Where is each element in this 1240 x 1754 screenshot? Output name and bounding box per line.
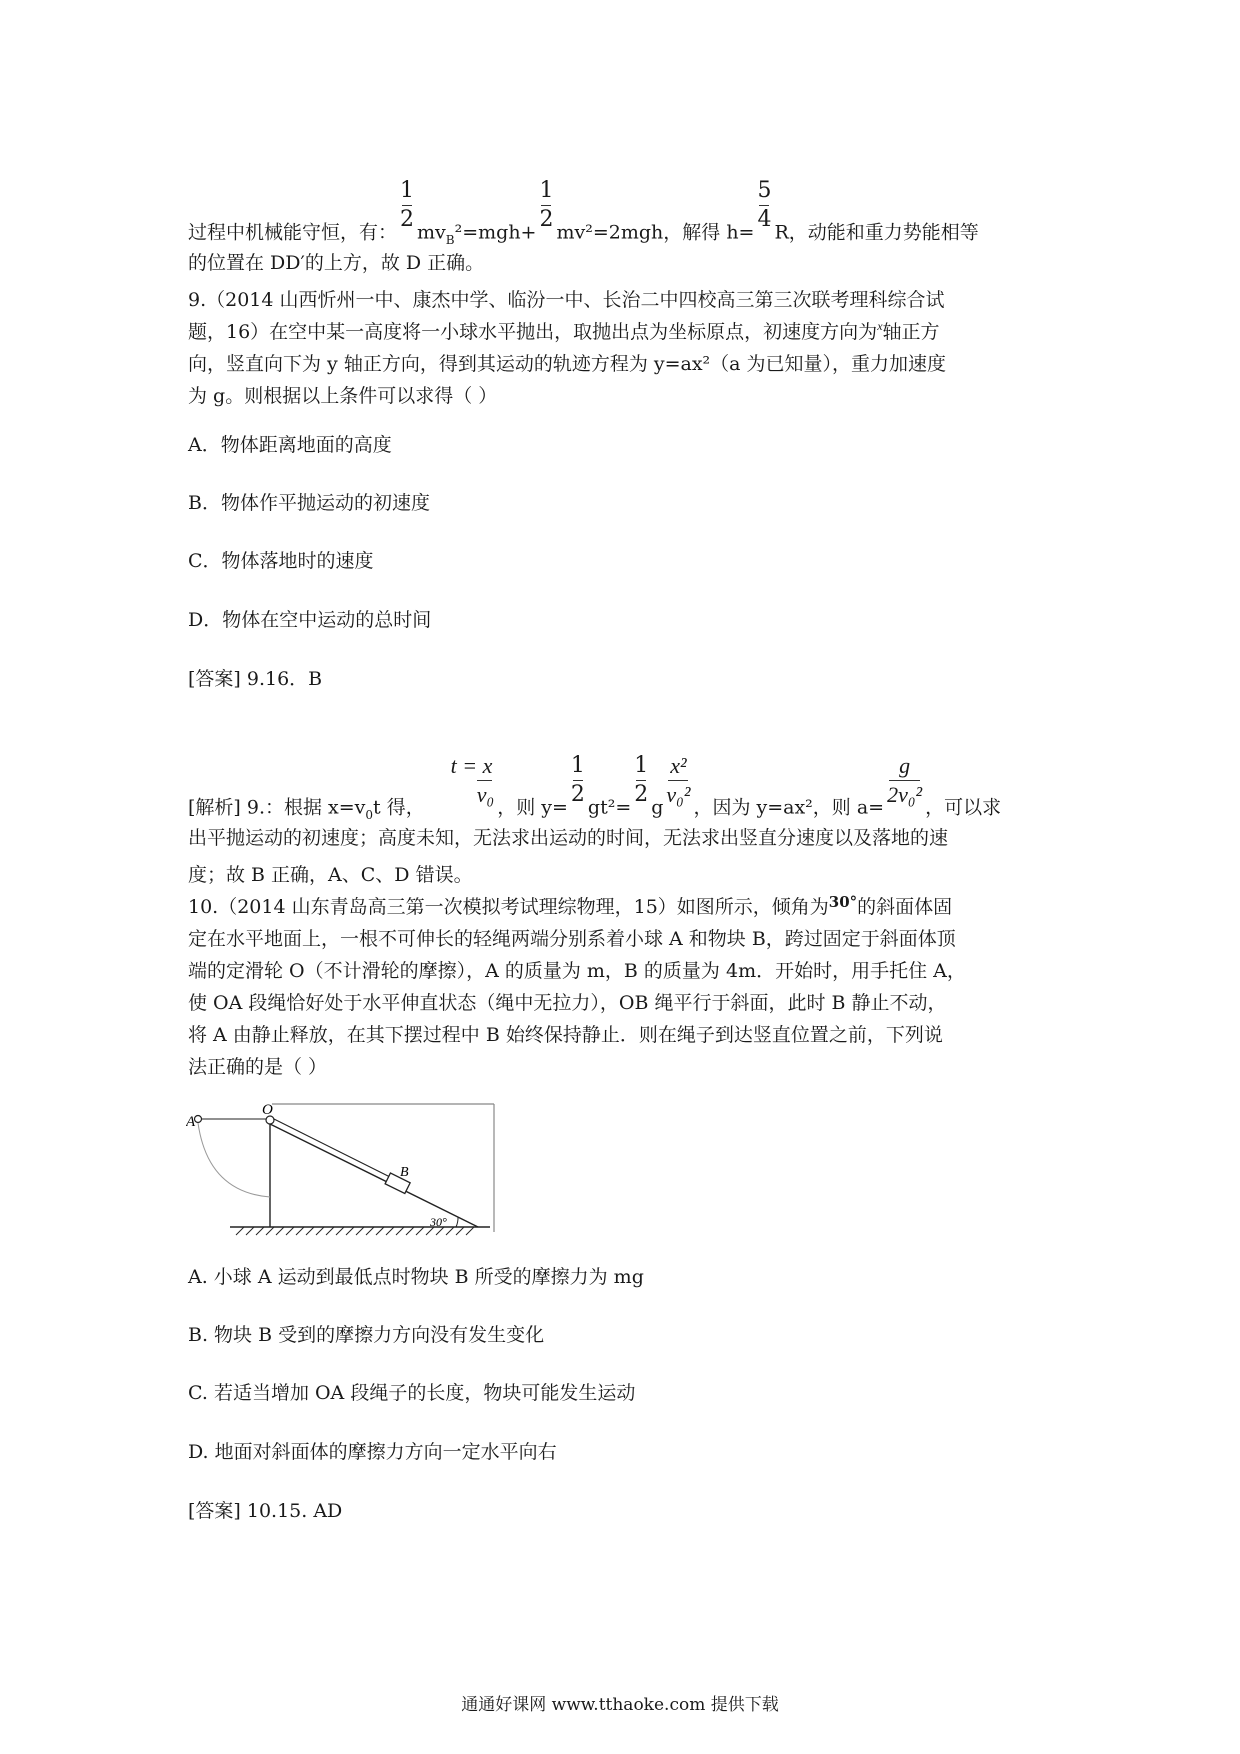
- denominator: 4: [757, 207, 772, 232]
- denominator: 2v₀²: [887, 782, 923, 807]
- q9-stem-line-3: 向，竖直向下为 y 轴正方向，得到其运动的轨迹方程为 y=ax²（a 为已知量），重力加速度: [188, 353, 947, 375]
- denominator: 2: [570, 782, 585, 807]
- text: [解析] 9.：根据 x=v: [188, 796, 366, 819]
- numerator: 1: [570, 753, 585, 778]
- label-angle: 30°: [430, 1215, 447, 1229]
- q9-answer: [答案] 9.16．B: [188, 668, 323, 690]
- q10-option-a: A. 小球 A 运动到最低点时物块 B 所受的摩擦力为 mg: [188, 1266, 644, 1288]
- text: ，则 y=: [497, 796, 568, 819]
- label-b: B: [400, 1165, 409, 1180]
- numerator: 1: [400, 178, 415, 203]
- label-a: A: [186, 1114, 196, 1130]
- text: g: [651, 796, 664, 819]
- x-symbol: x: [877, 319, 883, 333]
- text: mv²=2mgh，解得 h=: [556, 221, 755, 244]
- fraction-half: [571, 752, 585, 809]
- text: 的斜面体固: [857, 896, 953, 918]
- text: 题，16）在空中某一高度将一小球水平抛出，取抛出点为坐标原点，初速度方向为: [188, 321, 878, 343]
- q10-stem-line-3: 端的定滑轮 O（不计滑轮的摩擦），A 的质量为 m，B 的质量为 4m．开始时，用手托住 A，: [188, 960, 966, 982]
- label-o: O: [262, 1102, 273, 1118]
- text: 10.（2014 山东青岛高三第一次模拟考试理综物理，15）如图所示，倾角为: [188, 896, 829, 918]
- q10-option-d: D. 地面对斜面体的摩擦力方向一定水平向右: [188, 1441, 557, 1463]
- q9-analysis-line-3: 度；故 B 正确，A、C、D 错误。: [188, 864, 473, 886]
- q9-analysis-line-1: [188, 753, 1002, 822]
- fraction-t: [449, 752, 494, 809]
- text: t 得，: [373, 796, 425, 819]
- denominator: 2: [634, 782, 649, 807]
- text: ，可以求: [925, 796, 1002, 819]
- subscript: 0: [365, 807, 374, 822]
- text: ²=mgh+: [454, 221, 537, 244]
- angle-30: 30°: [828, 893, 858, 911]
- energy-line: [188, 178, 979, 247]
- q10-stem-line-1: [188, 892, 952, 922]
- text: R，动能和重力势能相等: [774, 221, 979, 244]
- denominator: v₀: [476, 782, 495, 807]
- fraction-five-quarters: [757, 177, 771, 234]
- fraction-half: [634, 752, 648, 809]
- q10-stem-line-6: 法正确的是（ ）: [188, 1056, 328, 1078]
- denominator: 2: [539, 207, 554, 232]
- q9-option-c: C．物体落地时的速度: [188, 550, 374, 572]
- numerator: [449, 752, 494, 780]
- subscript: B: [445, 232, 455, 247]
- fraction-a: [887, 752, 922, 809]
- numerator: x²: [670, 753, 687, 778]
- q9-option-a: A．物体距离地面的高度: [188, 434, 392, 456]
- denominator: 2: [400, 207, 415, 232]
- q9-stem-line-4: 为 g。则根据以上条件可以求得（ ）: [188, 385, 498, 407]
- numerator: g: [899, 753, 911, 778]
- q9-analysis-line-2: 出平抛运动的初速度；高度未知，无法求出运动的时间，无法求出竖直分速度以及落地的速: [188, 827, 949, 849]
- energy-line-2: 的位置在 DD′的上方，故 D 正确。: [188, 252, 485, 274]
- q9-option-d: D．物体在空中运动的总时间: [188, 609, 432, 631]
- q10-option-b: B. 物块 B 受到的摩擦力方向没有发生变化: [188, 1324, 545, 1346]
- q10-stem-line-4: 使 OA 段绳恰好处于水平伸直状态（绳中无拉力），OB 绳平行于斜面，此时 B 静止不动，: [188, 992, 947, 1014]
- q9-stem-line-1: 9.（2014 山西忻州一中、康杰中学、临汾一中、长治二中四校高三第三次联考理科综合试: [188, 289, 945, 311]
- fraction-x2-v02: [666, 752, 690, 809]
- t-eq: t =: [450, 753, 478, 778]
- q10-stem-line-2: 定在水平地面上，一根不可伸长的轻绳两端分别系着小球 A 和物块 B，跨过固定于斜面体顶: [188, 928, 956, 950]
- q9-stem-line-2: [188, 317, 940, 347]
- q10-option-c: C. 若适当增加 OA 段绳子的长度，物块可能发生运动: [188, 1382, 636, 1404]
- text: 轴正方: [882, 321, 940, 343]
- footer-source: 通通好课网 www.tthaoke.com 提供下载: [461, 1695, 779, 1715]
- text: gt²=: [587, 796, 632, 819]
- incline-pulley-figure: [186, 1102, 496, 1248]
- numerator: 1: [539, 178, 554, 203]
- numerator: 1: [634, 753, 649, 778]
- fraction-half: [400, 177, 414, 234]
- q10-stem-line-5: 将 A 由静止释放，在其下摆过程中 B 始终保持静止．则在绳子到达竖直位置之前，下列说: [188, 1024, 943, 1046]
- q9-option-b: B．物体作平抛运动的初速度: [188, 492, 430, 514]
- fraction-half: [539, 177, 553, 234]
- numerator: 5: [757, 178, 772, 203]
- q10-answer: [答案] 10.15. AD: [188, 1500, 343, 1522]
- t-num: x: [482, 753, 493, 778]
- text: ，因为 y=ax²，则 a=: [693, 796, 885, 819]
- denominator: v₀²: [666, 782, 691, 807]
- text: mv: [417, 221, 446, 244]
- text: 过程中机械能守恒，有：: [188, 221, 398, 244]
